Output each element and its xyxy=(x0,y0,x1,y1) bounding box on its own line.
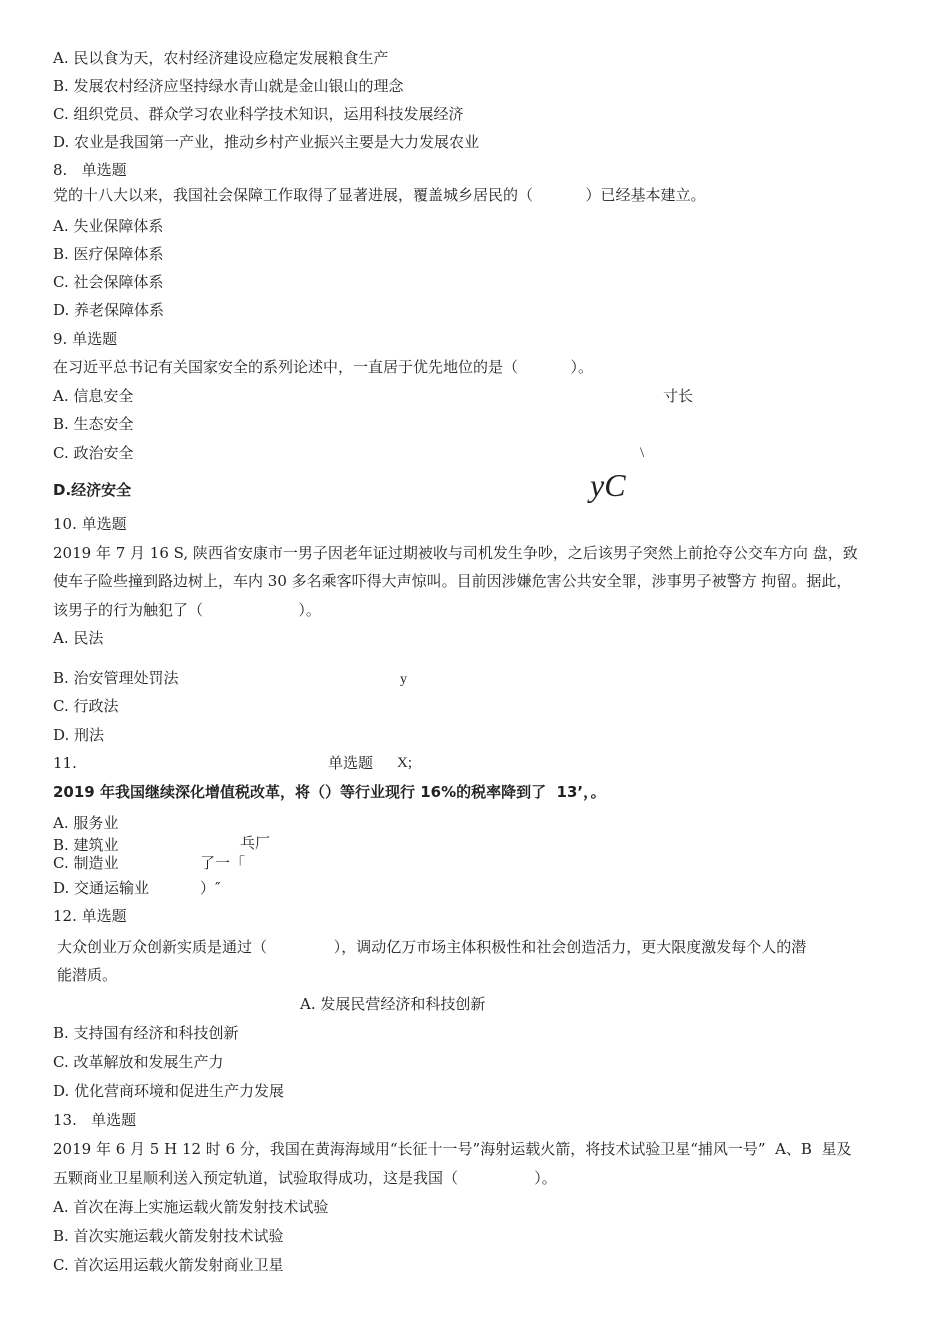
q13-stem-line1: 2019 年 6 月 5 H 12 时 6 分，我国在黄海海域用“长征十一号”海射运载火箭，将技术试验卫星“捕风一号” A、B 星及 xyxy=(53,1140,852,1158)
q9-option-c: C. 政治安全 xyxy=(53,444,134,462)
q7-option-c: C. 组织党员、群众学习农业科学技术知识，运用科技发展经济 xyxy=(53,105,464,123)
q10-stem-line3: 该男子的行为触犯了（ ）。 xyxy=(53,601,321,619)
q9-option-b: B. 生态安全 xyxy=(53,415,134,433)
q12-option-c: C. 改革解放和发展生产力 xyxy=(53,1053,224,1071)
q13-option-a: A. 首次在海上实施运载火箭发射技术试验 xyxy=(53,1198,329,1216)
q7-option-a: A. 民以食为天，农村经济建设应稳定发展粮食生产 xyxy=(53,49,389,67)
q8-option-d: D. 养老保障体系 xyxy=(53,301,165,319)
q11-type: 单选题 xyxy=(328,754,374,772)
q7-option-d: D. 农业是我国第一产业，推动乡村产业振兴主要是大力发展农业 xyxy=(53,133,480,151)
q10-stem-line2: 使车子险些撞到路边树上，车内 30 多名乘客吓得大声惊叫。目前因涉嫌危害公共安全罪，涉事男子被警方 拘留。据此， xyxy=(53,572,852,590)
stray-mark: yC xyxy=(590,467,626,503)
q11-option-d: D. 交通运输业 xyxy=(53,879,150,897)
stray-mark: \ xyxy=(640,445,645,461)
q10-option-b: B. 治安管理处罚法 xyxy=(53,669,179,687)
q8-option-b: B. 医疗保障体系 xyxy=(53,245,164,263)
stray-mark: 乓厂 xyxy=(240,834,271,852)
q11-stem: 2019 年我国继续深化增值税改革，将（）等行业现行 16%的税率降到了 13’，。 xyxy=(53,783,606,801)
q13-header: 13. 单选题 xyxy=(53,1111,137,1129)
q13-stem-line2: 五颗商业卫星顺利送入预定轨道，试验取得成功，这是我国（ ）。 xyxy=(53,1169,557,1187)
q9-stem: 在习近平总书记有关国家安全的系列论述中，一直居于优先地位的是（ ）。 xyxy=(53,358,593,376)
q12-header: 12. 单选题 xyxy=(53,907,127,925)
q11-option-b: B. 建筑业 xyxy=(53,836,119,854)
q9-header: 9. 单选题 xyxy=(53,330,118,348)
q8-header: 8. 单选题 xyxy=(53,161,127,179)
q12-option-d: D. 优化营商环境和促进生产力发展 xyxy=(53,1082,285,1100)
stray-mark: 了一「 xyxy=(200,854,246,872)
stray-mark: X; xyxy=(397,755,412,771)
q13-option-c: C. 首次运用运载火箭发射商业卫星 xyxy=(53,1256,284,1274)
q9-option-d: D.经济安全 xyxy=(53,481,132,499)
q9-option-a: A. 信息安全 xyxy=(53,387,134,405)
q10-option-d: D. 刑法 xyxy=(53,726,105,744)
q12-option-b: B. 支持国有经济和科技创新 xyxy=(53,1024,239,1042)
stray-mark: 寸长 xyxy=(663,387,694,405)
q10-option-a: A. 民法 xyxy=(53,629,104,647)
q11-option-a: A. 服务业 xyxy=(53,814,119,832)
stray-mark: y xyxy=(400,672,407,687)
stray-mark: ）″ xyxy=(200,879,221,897)
q8-option-a: A. 失业保障体系 xyxy=(53,217,164,235)
q12-stem-line2: 能潜质。 xyxy=(57,966,118,984)
q8-option-c: C. 社会保障体系 xyxy=(53,273,164,291)
q7-option-b: B. 发展农村经济应坚持绿水青山就是金山银山的理念 xyxy=(53,77,404,95)
q13-option-b: B. 首次实施运载火箭发射技术试验 xyxy=(53,1227,284,1245)
q10-stem-line1: 2019 年 7 月 16 S, 陕西省安康市一男子因老年证过期被收与司机发生争吵，之后该男子突然上前抢夺公交车方向 盘，致 xyxy=(53,544,858,562)
q10-header: 10. 单选题 xyxy=(53,515,127,533)
q8-stem: 党的十八大以来，我国社会保障工作取得了显著进展，覆盖城乡居民的（ ）已经基本建立。 xyxy=(53,186,706,204)
q10-option-c: C. 行政法 xyxy=(53,697,119,715)
q11-number: 11. xyxy=(53,754,77,772)
q12-stem-line1: 大众创业万众创新实质是通过（ ），调动亿万市场主体积极性和社会创造活力，更大限度激发每个人的潜 xyxy=(57,938,807,956)
q12-option-a: A. 发展民营经济和科技创新 xyxy=(300,995,486,1013)
q11-option-c: C. 制造业 xyxy=(53,854,119,872)
